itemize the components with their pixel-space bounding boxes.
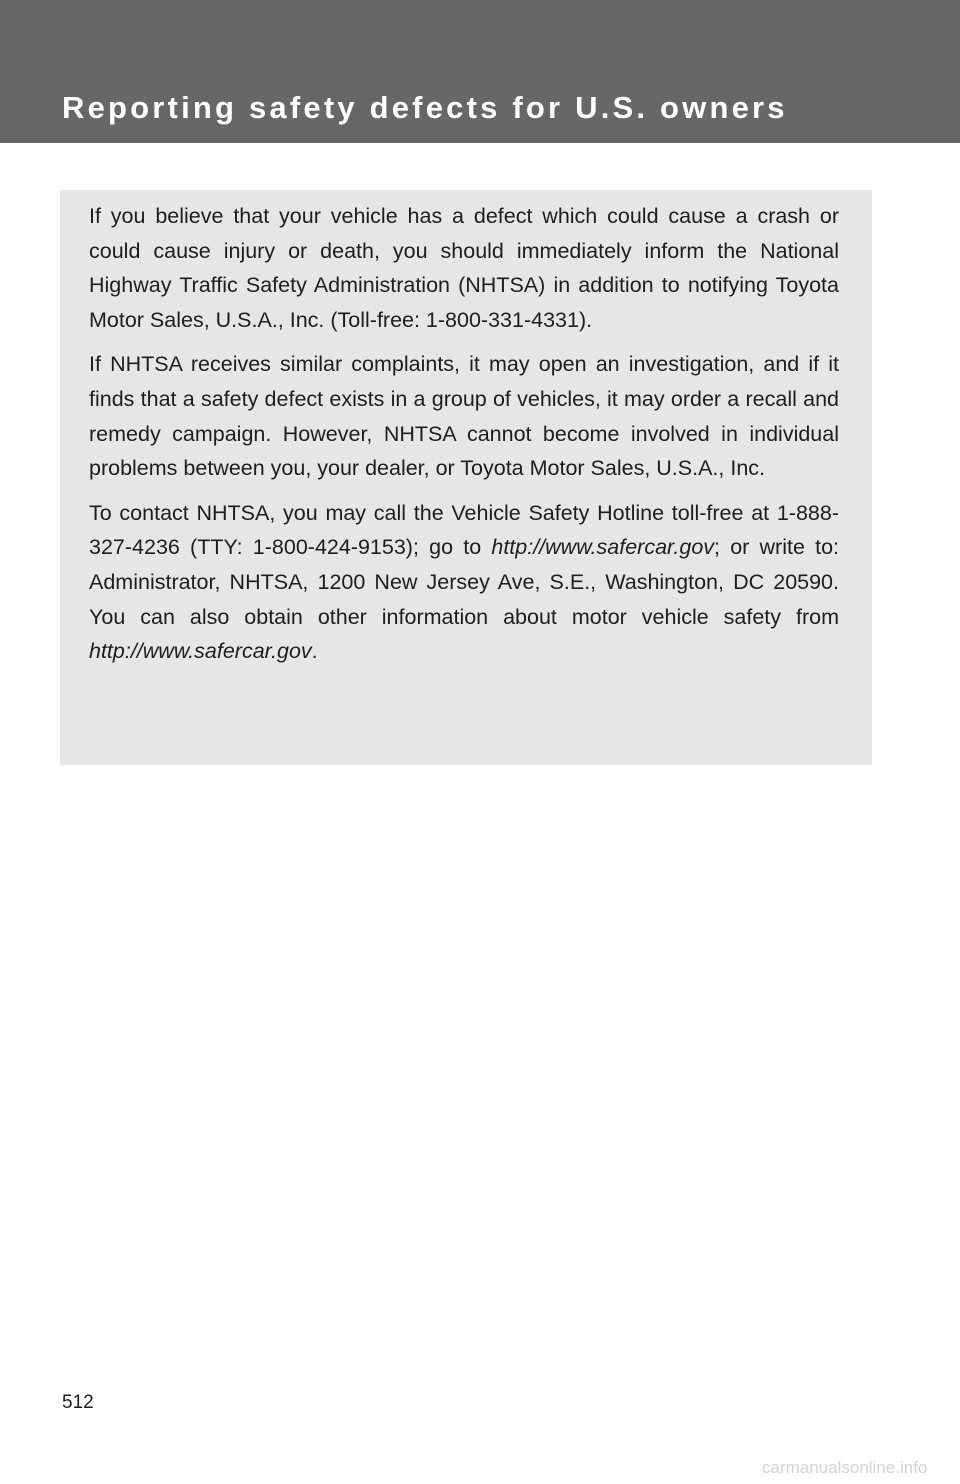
notice-paragraph-reporting: If you believe that your vehicle has a defect which could cause a crash or could cause injury or death, you should immediately inform the National Highway Traffic Safety Administration (NHTSA) in addition to notifying Toyota Motor Sales, U.S.A., Inc. (Toll-free: 1-800-331-4331). [89, 204, 839, 332]
page-title: Reporting safety defects for U.S. owners [62, 90, 788, 125]
safercar-link-2[interactable]: http://www.safercar.gov [89, 639, 312, 664]
page-number: 512 [62, 1392, 94, 1413]
notice-box [60, 190, 872, 765]
contact-text-end: . [311, 639, 318, 664]
contact-text-start: To contact NHTSA, you may call the Vehicle Safety Hotline toll-free at 1-888-327-4236 (TTY: 1-800-424-9153); go to [89, 500, 839, 560]
contact-text-middle: ; or write to: Administrator, NHTSA, 1200 New Jersey Ave, S.E., Washington, DC 20590. You can also obtain other information about motor vehicle safety from [89, 535, 839, 629]
notice-paragraph-investigation: If NHTSA receives similar complaints, it may open an investigation, and if it finds that a safety defect exists in a group of vehicles, it may order a recall and remedy campaign. However, NHTSA cannot become involved in individual problems between you, your dealer, or Toyota Motor Sales, U.S.A., Inc. [89, 352, 839, 481]
notice-paragraph-contact [89, 496, 839, 669]
watermark: carmanualsonline.info [762, 1458, 928, 1477]
safercar-link[interactable]: http://www.safercar.gov [491, 535, 715, 560]
